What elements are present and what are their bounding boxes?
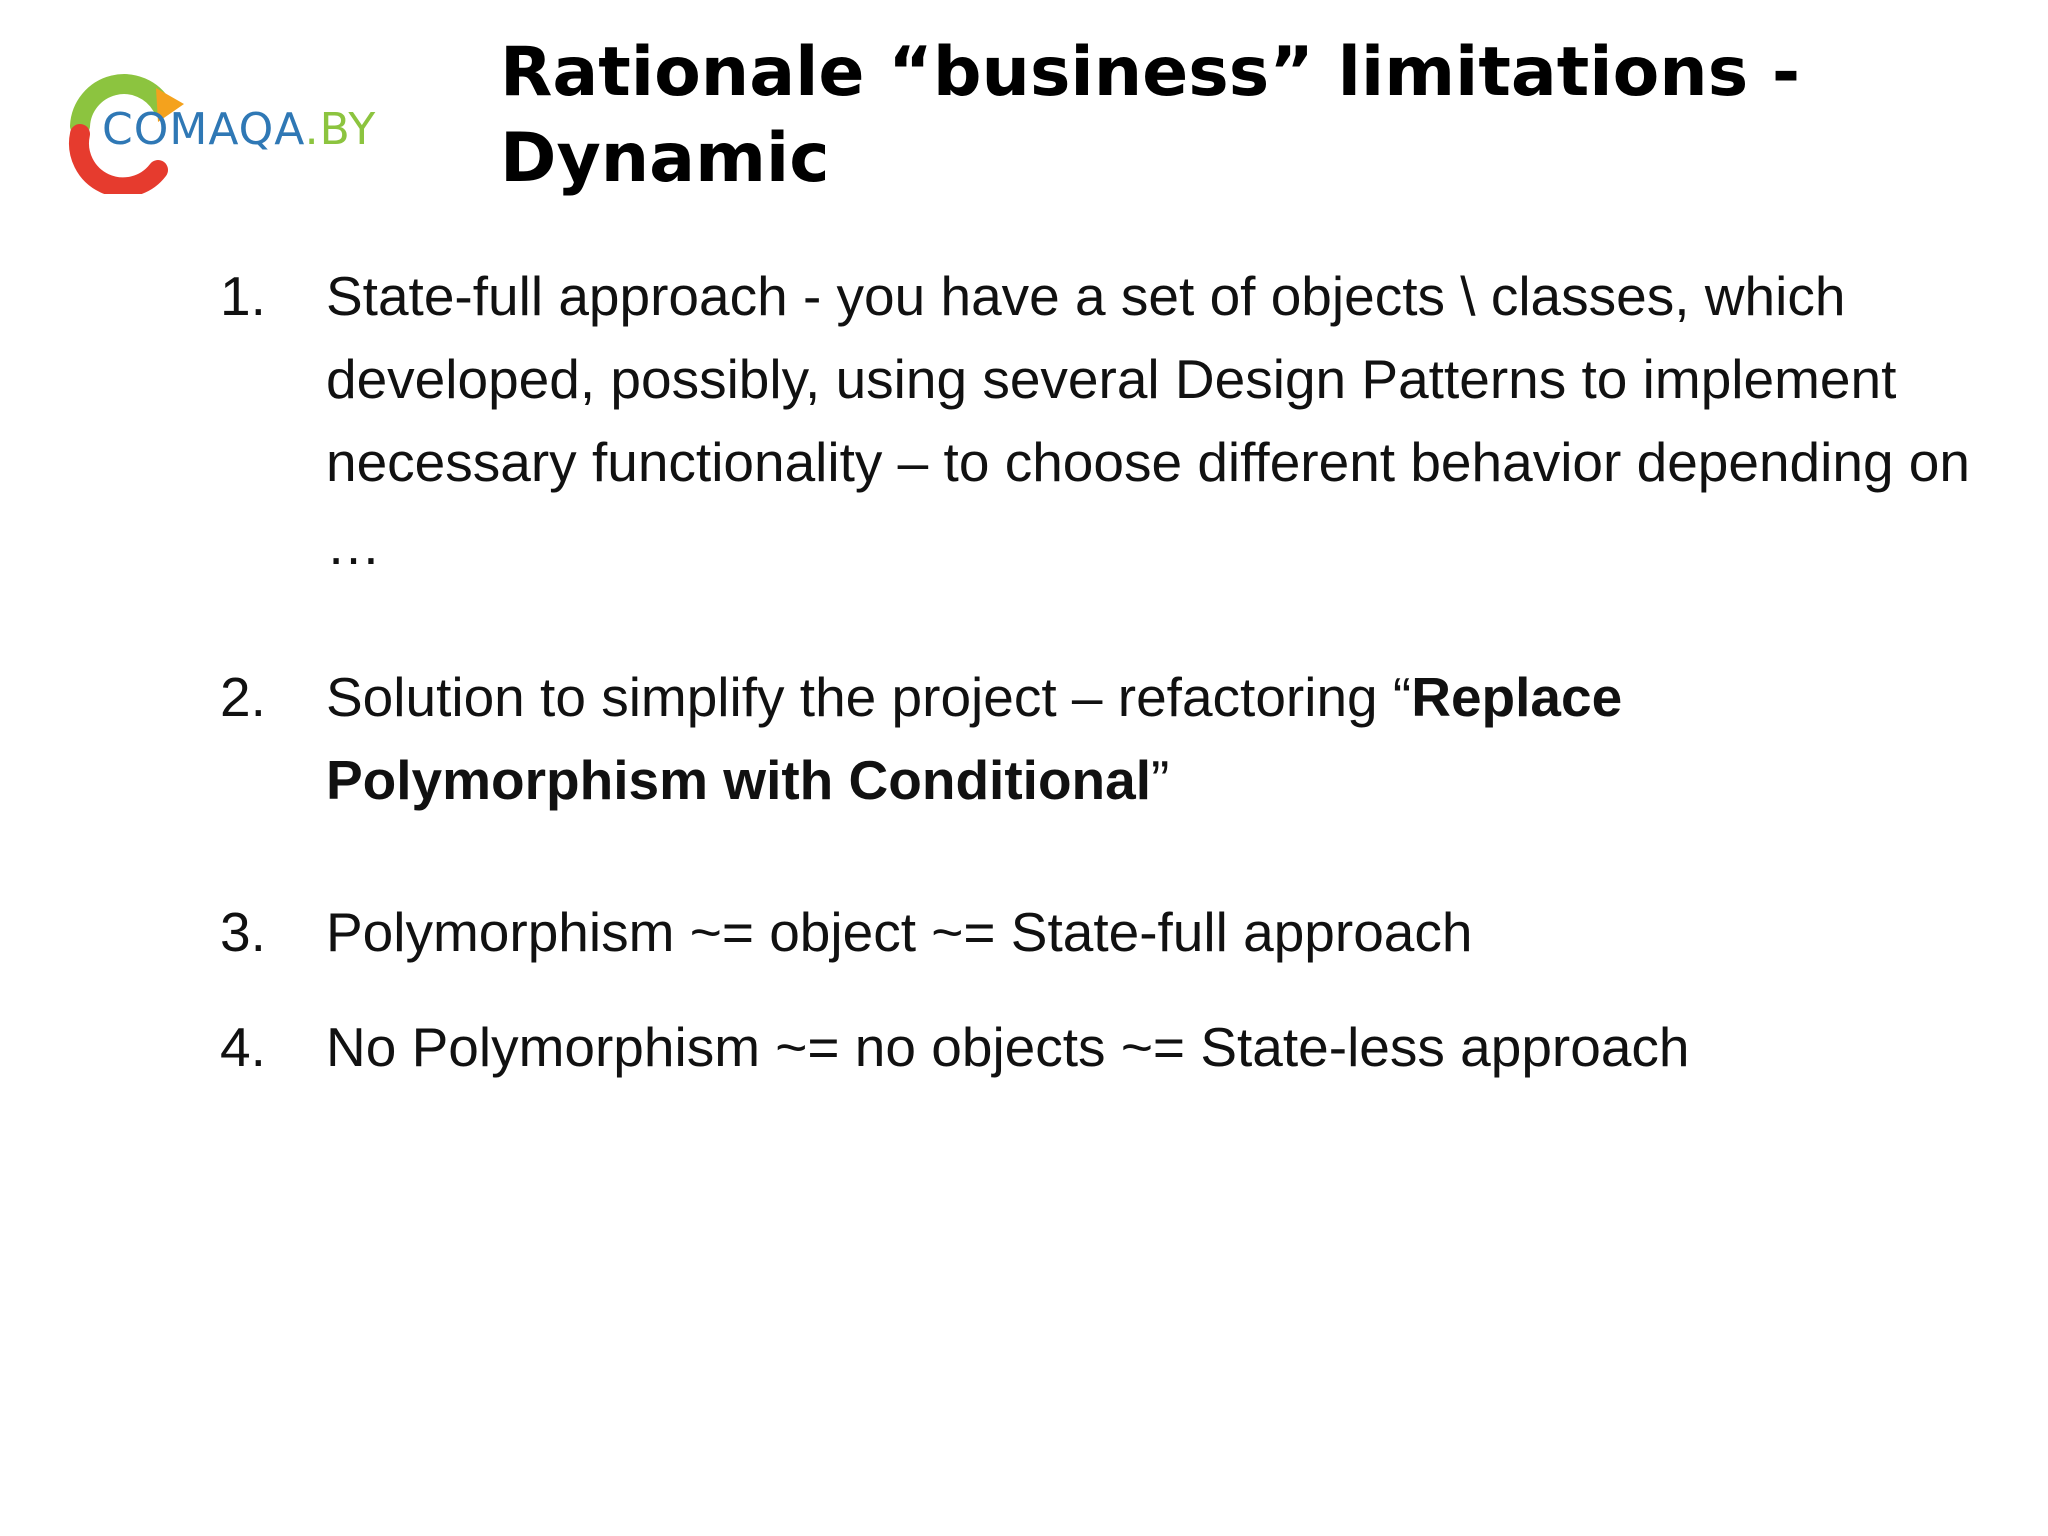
list-item-text-suffix: ” — [1151, 749, 1170, 811]
list-item-number: 4. — [220, 1016, 266, 1078]
list-item-text: State-full approach - you have a set of objects \ classes, which developed, possibly, using several Design Patterns to implement necessary functionality – to choose different behavior depending on … — [326, 265, 1970, 576]
list-item — [220, 656, 1980, 822]
list-item — [220, 891, 1980, 974]
list-item — [220, 1006, 1980, 1089]
numbered-list — [220, 255, 1980, 1089]
list-item-text: Polymorphism ~= object ~= State-full approach — [326, 901, 1473, 963]
logo-text-main: COMAQA — [102, 104, 305, 155]
list-item-number: 3. — [220, 901, 266, 963]
slide-title: Rationale “business” limitations - Dynamic — [500, 33, 1801, 198]
list-item — [220, 255, 1980, 587]
list-item-text: No Polymorphism ~= no objects ~= State-less approach — [326, 1016, 1690, 1078]
logo-text-suffix: .BY — [304, 104, 377, 155]
list-item-text-prefix: Solution to simplify the project – refactoring “ — [326, 666, 1412, 728]
logo-text — [102, 104, 376, 155]
comaqa-logo — [62, 74, 382, 194]
list-item-number: 2. — [220, 666, 266, 728]
list-item-text-bold: Replace Polymorphism with Conditional — [326, 666, 1623, 811]
list-item-number: 1. — [220, 265, 266, 327]
